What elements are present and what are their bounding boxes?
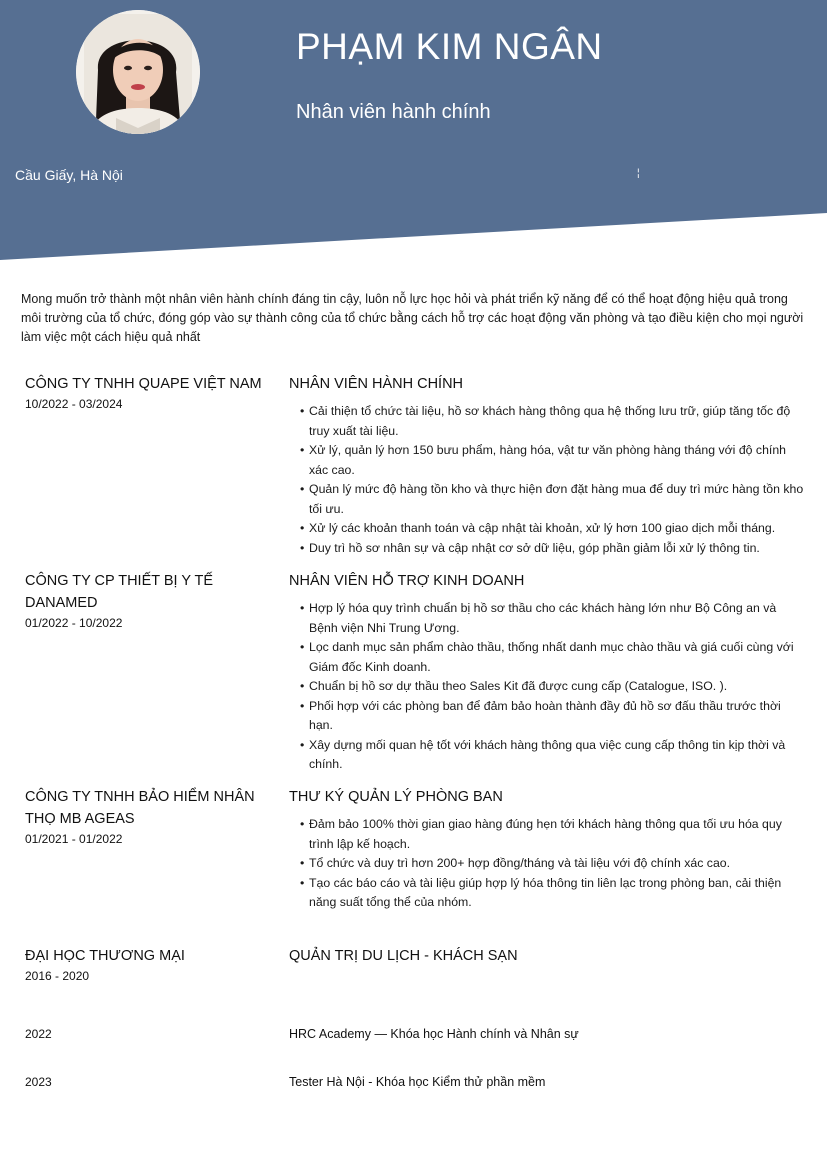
duty-list (300, 599, 805, 775)
course-name: Tester Hà Nội - Khóa học Kiểm thử phần mềm (289, 1075, 546, 1089)
summary-text: Mong muốn trở thành một nhân viên hành chính đáng tin cậy, luôn nỗ lực học hỏi và phát triển kỹ năng để có thể hoạt động hiệu quả trong môi trường của tổ chức, đóng góp vào sự thành công của tổ chức bằng cách hỗ trợ các hoạt động văn phòng và tạo điều kiện cho mọi người làm việc một cách hiệu quả nhất (21, 292, 804, 344)
course-name: HRC Academy — Khóa học Hành chính và Nhân sự (289, 1027, 579, 1041)
job-role: THƯ KÝ QUẢN LÝ PHÒNG BAN (289, 789, 503, 805)
company-name: CÔNG TY CP THIẾT BỊ Y TẾ DANAMED (25, 573, 214, 611)
duty-item: • Cải thiện tổ chức tài liệu, hồ sơ khách hàng thông qua hệ thống lưu trữ, giúp tăng tốc độ truy xuất tài liệu. (300, 402, 805, 441)
candidate-name: PHẠM KIM NGÂN (296, 26, 603, 67)
duty-list (300, 815, 805, 913)
duty-item: • Tổ chức và duy trì hơn 200+ hợp đồng/tháng và tài liệu với độ chính xác cao. (300, 854, 805, 874)
duty-item: • Quản lý mức độ hàng tồn kho và thực hiện đơn đặt hàng mua để duy trì mức hàng tồn kho tối ưu. (300, 480, 805, 519)
company-name: CÔNG TY TNHH QUAPE VIỆT NAM (25, 376, 262, 392)
employment-dates: 01/2022 - 10/2022 (25, 616, 123, 630)
candidate-title: Nhân viên hành chính (296, 101, 491, 123)
duty-item: • Xử lý, quản lý hơn 150 bưu phẩm, hàng hóa, vật tư văn phòng hàng tháng với độ chính xác cao. (300, 441, 805, 480)
duty-item: • Phối hợp với các phòng ban để đảm bảo hoàn thành đầy đủ hồ sơ đấu thầu trước thời hạn. (300, 697, 805, 736)
course-year: 2023 (25, 1075, 52, 1089)
duty-list (300, 402, 805, 558)
duty-item: • Lọc danh mục sản phẩm chào thầu, thống nhất danh mục chào thầu và giá cuối cùng với Giám đốc Kinh doanh. (300, 638, 805, 677)
avatar-photo (76, 10, 200, 134)
duty-item: • Duy trì hồ sơ nhân sự và cập nhật cơ sở dữ liệu, góp phần giảm lỗi xử lý thông tin. (300, 539, 805, 559)
education-major: QUẢN TRỊ DU LỊCH - KHÁCH SẠN (289, 948, 518, 964)
employment-dates: 10/2022 - 03/2024 (25, 397, 123, 411)
job-role: NHÂN VIÊN HỖ TRỢ KINH DOANH (289, 573, 525, 589)
employment-dates: 01/2021 - 01/2022 (25, 832, 123, 846)
duty-item: • Hợp lý hóa quy trình chuẩn bị hồ sơ thầu cho các khách hàng lớn như Bộ Công an và Bệnh viện Nhi Trung Ương. (300, 599, 805, 638)
duty-item: • Đảm bảo 100% thời gian giao hàng đúng hẹn tới khách hàng thông qua tối ưu hóa quy trình lập kế hoạch. (300, 815, 805, 854)
header-mark: ¦ (637, 168, 640, 179)
job-role: NHÂN VIÊN HÀNH CHÍNH (289, 376, 464, 392)
company-name: CÔNG TY TNHH BẢO HIỂM NHÂN THỌ MB AGEAS (25, 789, 255, 827)
duty-item: • Tạo các báo cáo và tài liệu giúp hợp lý hóa thông tin liên lạc trong phòng ban, cải thiện năng suất tổng thể của nhóm. (300, 874, 805, 913)
education-dates: 2016 - 2020 (25, 969, 90, 983)
duty-item: • Xử lý các khoản thanh toán và cập nhật tài khoản, xử lý hơn 100 giao dịch mỗi tháng. (300, 519, 805, 539)
school-name: ĐẠI HỌC THƯƠNG MẠI (25, 948, 185, 964)
duty-item: • Chuẩn bị hồ sơ dự thầu theo Sales Kit đã được cung cấp (Catalogue, ISO. ). (300, 677, 805, 697)
location-text: Cầu Giấy, Hà Nội (15, 167, 123, 183)
duty-item: • Xây dựng mối quan hệ tốt với khách hàng thông qua việc cung cấp thông tin kịp thời và chính. (300, 736, 805, 775)
avatar (76, 10, 200, 134)
course-year: 2022 (25, 1027, 52, 1041)
